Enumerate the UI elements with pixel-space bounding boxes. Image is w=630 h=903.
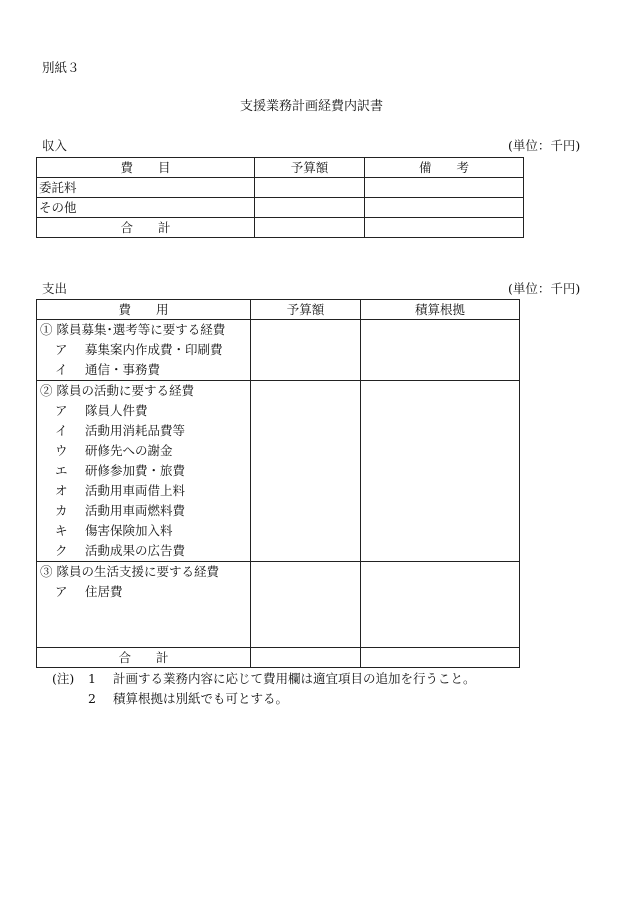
income-section-label: 収入 xyxy=(42,138,68,153)
table-row xyxy=(37,381,520,562)
expense-header-basis: 積算根拠 xyxy=(361,300,520,320)
item-label: 募集案内作成費・印刷費 xyxy=(85,342,223,357)
expense-line-item xyxy=(37,461,250,481)
annex-label: 別紙３ xyxy=(42,60,80,75)
income-total-budget xyxy=(255,218,365,238)
table-row xyxy=(37,178,524,198)
expense-group-cell xyxy=(37,562,251,648)
table-row xyxy=(37,320,520,381)
item-mark: ア xyxy=(55,342,68,357)
expense-total-budget xyxy=(251,648,361,668)
item-label: 研修参加費・旅費 xyxy=(85,463,186,478)
item-mark: イ xyxy=(55,362,68,377)
item-mark: カ xyxy=(55,503,68,518)
income-row-budget xyxy=(255,198,365,218)
income-header-budget: 予算額 xyxy=(255,158,365,178)
note-text: 積算根拠は別紙でも可とする。 xyxy=(113,691,289,706)
income-row-remarks xyxy=(365,178,524,198)
expense-total-row xyxy=(37,648,520,668)
income-header-row xyxy=(37,158,524,178)
income-header-remarks: 備 考 xyxy=(365,158,524,178)
expense-line-item xyxy=(37,582,250,602)
expense-line-item xyxy=(37,360,250,380)
expense-group-budget xyxy=(251,381,361,562)
item-label: 活動成果の広告費 xyxy=(85,543,186,558)
item-mark: ア xyxy=(55,403,68,418)
item-mark: ク xyxy=(55,543,68,558)
income-row-item: 委託料 xyxy=(37,178,255,198)
item-mark: オ xyxy=(55,483,68,498)
expense-total-label: 合 計 xyxy=(37,648,251,668)
table-row xyxy=(37,198,524,218)
table-row xyxy=(37,562,520,648)
income-total-row xyxy=(37,218,524,238)
expense-line-item xyxy=(37,481,250,501)
note-number: 1 xyxy=(88,671,96,686)
expense-unit-label: (単位：千円) xyxy=(508,281,581,296)
expense-group-title: ② 隊員の活動に要する経費 xyxy=(40,383,194,398)
item-label: 傷害保険加入料 xyxy=(85,523,173,538)
item-mark: イ xyxy=(55,423,68,438)
expense-group-budget xyxy=(251,562,361,648)
expense-header-row xyxy=(37,300,520,320)
expense-group-basis xyxy=(361,562,520,648)
expense-line-item xyxy=(37,401,250,421)
expense-table xyxy=(36,299,520,668)
income-row-budget xyxy=(255,178,365,198)
income-table xyxy=(36,157,524,238)
item-label: 活動用車両借上料 xyxy=(85,483,186,498)
expense-line-item xyxy=(37,521,250,541)
document-title: 支援業務計画経費内訳書 xyxy=(240,99,384,114)
income-total-label: 合 計 xyxy=(37,218,255,238)
notes-prefix: (注) xyxy=(52,671,75,686)
expense-section-label: 支出 xyxy=(42,281,68,296)
item-label: 住居費 xyxy=(85,584,123,599)
item-mark: ア xyxy=(55,584,68,599)
expense-line-item xyxy=(37,340,250,360)
expense-line-item xyxy=(37,501,250,521)
expense-line-item xyxy=(37,441,250,461)
note-number: 2 xyxy=(88,691,96,706)
expense-header-item: 費 用 xyxy=(37,300,251,320)
item-label: 活動用車両燃料費 xyxy=(85,503,186,518)
item-mark: エ xyxy=(55,463,68,478)
item-label: 活動用消耗品費等 xyxy=(85,423,186,438)
expense-group-title: ③ 隊員の生活支援に要する経費 xyxy=(40,564,219,579)
item-label: 通信・事務費 xyxy=(85,362,161,377)
expense-group-title: ① 隊員募集･選考等に要する経費 xyxy=(40,322,226,337)
income-row-remarks xyxy=(365,198,524,218)
expense-group-budget xyxy=(251,320,361,381)
expense-total-basis xyxy=(361,648,520,668)
expense-group-cell xyxy=(37,320,251,381)
expense-line-item xyxy=(37,541,250,561)
item-label: 隊員人件費 xyxy=(85,403,148,418)
income-row-item: その他 xyxy=(37,198,255,218)
income-unit-label: (単位：千円) xyxy=(508,138,581,153)
expense-header-budget: 予算額 xyxy=(251,300,361,320)
expense-group-basis xyxy=(361,381,520,562)
expense-group-basis xyxy=(361,320,520,381)
item-mark: キ xyxy=(55,523,68,538)
income-total-remarks xyxy=(365,218,524,238)
item-label: 研修先への謝金 xyxy=(85,443,173,458)
income-header-item: 費 目 xyxy=(37,158,255,178)
note-text: 計画する業務内容に応じて費用欄は適宜項目の追加を行うこと。 xyxy=(113,671,476,686)
expense-line-item xyxy=(37,421,250,441)
item-mark: ウ xyxy=(55,443,68,458)
expense-group-cell xyxy=(37,381,251,562)
